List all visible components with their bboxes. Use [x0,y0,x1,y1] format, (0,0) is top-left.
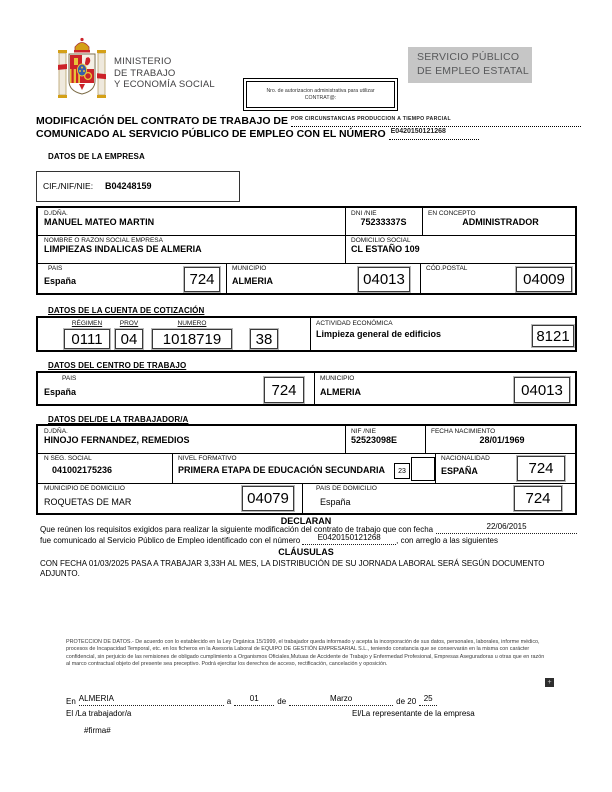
clausula-text: CON FECHA 01/03/2025 PASA A TRABAJAR 3,33H AL MES, LA DISTRIBUCIÓN DE SU JORNADA LABORAL SERÁ SEGÚN DOCUMENTO ADJUNTO. [40,559,545,578]
empresa-table [36,206,577,295]
empresa-municipio-code: 04013 [358,267,410,292]
worker-signature-label: El /La trabajador/a [66,709,132,718]
trabajador-segsocial-cell [38,453,172,477]
empresa-domicilio-cell [345,235,579,256]
actividad-value: Limpieza general de edificios [316,329,442,339]
trabajador-nif-value: 52523098E [351,435,398,445]
centro-pais-value: España [44,387,77,397]
firma-lugar-dotline [79,696,224,706]
firma-anio-value: 25 [423,694,433,703]
empresa-municipio-label: MUNICIPIO [232,265,267,272]
sepe-badge [408,47,532,83]
empresa-pais-label: PAIS [48,265,63,272]
section-cotizacion-title: DATOS DE LA CUENTA DE COTIZACIÓN [48,306,205,315]
declaran-line1 [40,524,577,534]
contract-type-value: POR CIRCUNSTANCIAS PRODUCCION A TIEMPO PARCIAL [291,116,581,127]
firma-mes-dotline [289,696,393,706]
trabajador-nacionalidad-value: ESPAÑA [441,466,478,476]
trabajador-nacimiento-value: 28/01/1969 [479,435,525,445]
centro-municipio-code: 04013 [514,377,570,403]
centro-table [36,371,577,406]
empresa-domicilio-label: DOMICILIO SOCIAL [351,237,411,244]
cif-value: B04248159 [105,181,152,191]
plus-icon [545,678,554,687]
sepe-line1: SERVICIO PÚBLICO [417,51,520,63]
firma-a-label: a [226,697,232,706]
trabajador-pais-dom-label: PAIS DE DOMICILIO [316,485,377,492]
centro-municipio-label: MUNICIPIO [320,375,355,382]
actividad-label: ACTIVIDAD ECONÓMICA [316,320,393,327]
ministry-line1: MINISTERIO [114,56,172,67]
trabajador-nif-cell [345,426,425,447]
declaran-line1-text: Que reúnen los requisitos exigidos para realizar la siguiente modificación del contrato de trabajo que con fecha [40,525,434,534]
declaran-numero-value: E0420150121268 [317,533,381,542]
ministry-title [114,56,215,91]
trabajador-municipio-dom-label: MUNICIPIO DE DOMICILIO [44,485,125,492]
ministry-line3: Y ECONOMÍA SOCIAL [114,79,215,90]
signature-place-date-line [66,696,546,706]
contract-number-value: E0420150121268 [389,128,479,140]
trabajador-persona-value: HINOJO FERNANDEZ, REMEDIOS [44,435,190,445]
ministry-line2: DE TRABAJO [114,67,176,79]
signature-placeholder-tag: #firma# [84,726,111,735]
trabajador-nacimiento-label: FECHA NACIMIENTO [431,428,496,435]
spain-coat-of-arms-icon [57,37,107,105]
trabajador-nacionalidad-label: NACIONALIDAD [441,455,490,462]
empresa-municipio-value: ALMERIA [232,276,273,286]
regimen-value: 0111 [64,329,110,349]
cif-label: CIF./NIF/NIE: [43,181,94,191]
trabajador-municipio-dom-code: 04079 [242,486,294,511]
prov-label: PROV [119,320,139,327]
empresa-dni-value: 75233337S [360,217,407,227]
trabajador-nacionalidad-cell [435,453,579,478]
firma-dia-dotline [234,696,274,706]
firma-mes-value: Marzo [330,694,353,703]
trabajador-municipio-dom-cell [38,483,302,509]
trabajador-persona-cell [38,426,345,447]
empresa-postal-label: CÓD.POSTAL [426,265,468,272]
empresa-razon-label: NOMBRE O RAZON SOCIAL EMPRESA [44,237,163,244]
empresa-dni-cell [345,208,422,229]
declaran-fecha-value: 22/06/2015 [486,522,527,531]
trabajador-pais-dom-code: 724 [514,486,562,511]
cotizacion-numero-value: 1018719 [152,329,232,349]
empresa-persona-cell [38,208,345,229]
empresa-concepto-cell [422,208,579,229]
firma-de-label: de [277,697,287,706]
firma-anio-dotline [419,696,437,706]
empresa-concepto-value: ADMINISTRADOR [462,217,539,227]
empresa-domicilio-value: CL ESTAÑO 109 [351,244,420,254]
empresa-postal-cell [420,263,579,288]
firma-dia-value: 01 [249,694,259,703]
empresa-persona-value: MANUEL MATEO MARTIN [44,217,155,227]
cotizacion-digito-value: 38 [250,329,278,349]
empresa-razon-cell [38,235,345,256]
cif-field [36,171,240,202]
sepe-line2: DE EMPLEO ESTATAL [417,64,529,77]
form-title-line1 [36,115,581,127]
actividad-code: 8121 [532,325,574,347]
trabajador-nacionalidad-code: 724 [517,456,565,481]
empresa-persona-label: D./DÑA. [44,210,68,217]
trabajador-pais-dom-value: España [320,497,351,507]
company-representative-label: El/La representante de la empresa [352,709,475,718]
centro-pais-label: PAIS [62,375,77,382]
section-empresa-title: DATOS DE LA EMPRESA [48,152,145,161]
form-title-line2 [36,128,581,140]
centro-municipio-value: ALMERIA [320,387,361,397]
trabajador-nif-label: NIF /NIE [351,428,376,435]
firma-lugar-value: ALMERIA [78,694,114,703]
data-protection-notice: PROTECCION DE DATOS.- De acuerdo con lo establecido en la Ley Orgánica 15/1999, el trabajador queda informado y acepta la incorporación de sus datos, personales, laborales, informe médico, procesos de Incapacidad Temporal, etc. en los ficheros en la Asesoria Laboral de EQUIPO DE GESTIÓN EMPRESARIAL S.L., teniendo constancia que se conservarán en la misma con carácter confidencial, sin perjuicio de las remisiones de obligado cumplimiento a Organismos Oficiales,Mutuas de Accidente de Trabajo y Enfermedad Profesional, Empresas Aseguradoras u otras que en razón al marco contractual objeto del presente sea preceptivo. Podrá ejercitar los derechos de acceso, rectificación, cancelación y oposición. [66,639,545,667]
empresa-postal-code: 04009 [516,267,572,292]
trabajador-segsocial-value: 041002175236 [52,465,113,475]
empresa-municipio-cell [226,263,420,288]
form-title-line1-text: MODIFICACIÓN DEL CONTRATO DE TRABAJO DE [36,115,289,127]
empresa-concepto-label: EN CONCEPTO [428,210,476,217]
declaran-fecha-dotline [436,524,577,534]
trabajador-nivel-value: PRIMERA ETAPA DE EDUCACIÓN SECUNDARIA [178,465,386,475]
regimen-label: RÉGIMEN [71,320,103,327]
firma-en-label: En [66,697,76,706]
trabajador-pais-dom-cell [302,483,579,509]
contrat-authorization-box [243,78,398,111]
empresa-pais-cell [38,263,226,288]
trabajador-nivel-code-box-empty [411,457,435,481]
empresa-dni-label: DNI /NIE [351,210,377,217]
centro-municipio-cell [314,373,579,399]
trabajador-municipio-dom-value: ROQUETAS DE MAR [44,497,132,507]
auth-box-line2: CONTRAT@: [304,94,337,101]
trabajador-table [36,424,577,515]
trabajador-segsocial-label: N SEG. SOCIAL [44,455,92,462]
actividad-cell [310,318,579,345]
centro-pais-code: 724 [264,377,304,403]
trabajador-persona-label: D./DÑA. [44,428,68,435]
declaran-numero-dotline [302,535,396,545]
section-centro-title: DATOS DEL CENTRO DE TRABAJO [48,361,187,370]
auth-box-line1: Nro. de autorizacion administrativa para utilizar [266,87,375,94]
empresa-pais-value: España [44,276,77,286]
clausulas-heading: CLÁUSULAS [278,547,334,557]
section-trabajador-title: DATOS DEL/DE LA TRABAJADOR/A [48,415,189,424]
declaran-line2-text: fue comunicado al Servicio Público de Empleo identificado con el número [40,536,301,545]
trabajador-nacimiento-cell [425,426,579,447]
prov-value: 04 [115,329,143,349]
numero-label: NUMERO [177,320,207,327]
firma-de20-label: de 20 [396,697,417,706]
empresa-razon-value: LIMPIEZAS INDALICAS DE ALMERIA [44,244,202,254]
form-title-line2-text: COMUNICADO AL SERVICIO PÚBLICO DE EMPLEO CON EL NÚMERO [36,128,386,140]
trabajador-nivel-label: NIVEL FORMATIVO [178,455,237,462]
plus-icon-glyph: + [547,679,552,686]
trabajador-nivel-code: 23 [394,463,410,479]
cotizacion-table [36,316,577,352]
declaran-heading: DECLARAN [280,516,332,526]
centro-pais-cell [38,373,314,399]
declaran-line2-suffix: , con arreglo a las siguientes [396,536,498,545]
declaran-line2 [40,535,577,545]
empresa-pais-code: 724 [184,267,220,292]
